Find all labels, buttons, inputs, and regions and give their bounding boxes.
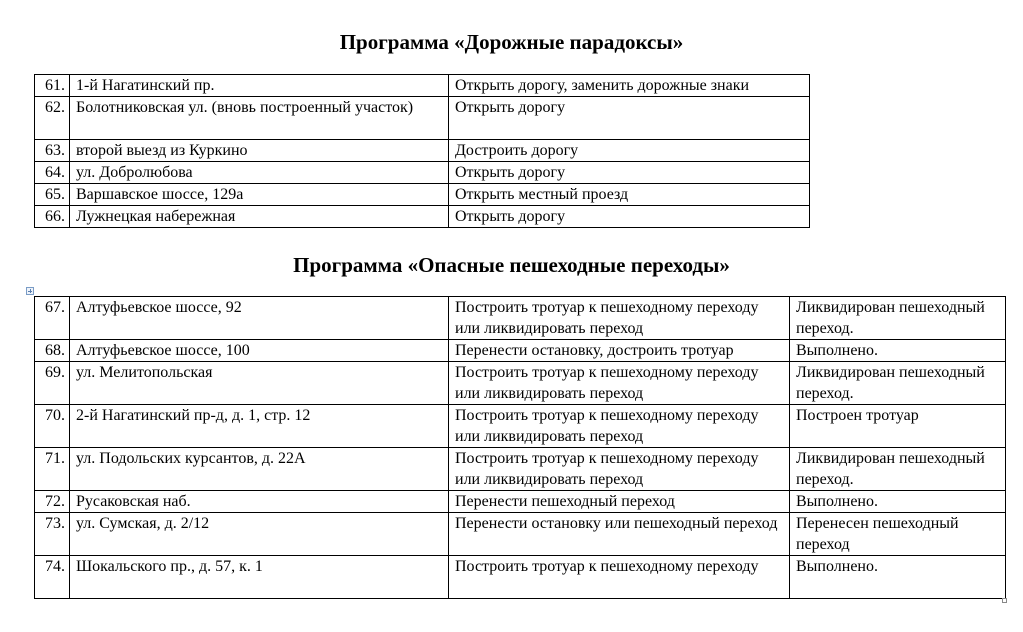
table-row xyxy=(35,297,1006,340)
action-cell: Перенести остановку или пешеходный переход xyxy=(449,513,790,556)
row-number: 66. xyxy=(35,206,70,228)
street-cell: Шокальского пр., д. 57, к. 1 xyxy=(70,556,449,599)
street-cell: Лужнецкая набережная xyxy=(70,206,449,228)
status-cell: Ликвидирован пешеходный переход. xyxy=(790,448,1006,491)
table-row xyxy=(35,405,1006,448)
row-number: 73. xyxy=(35,513,70,556)
row-number: 69. xyxy=(35,362,70,405)
action-cell: Построить тротуар к пешеходному переходу xyxy=(449,556,790,599)
status-cell: Выполнено. xyxy=(790,340,1006,362)
street-cell: Русаковская наб. xyxy=(70,491,449,513)
row-number: 67. xyxy=(35,297,70,340)
row-number: 61. xyxy=(35,75,70,97)
action-cell: Открыть дорогу xyxy=(449,206,810,228)
table-row xyxy=(35,140,810,162)
status-cell: Перенесен пешеходный переход xyxy=(790,513,1006,556)
row-number: 64. xyxy=(35,162,70,184)
row-number: 71. xyxy=(35,448,70,491)
action-cell: Открыть местный проезд xyxy=(449,184,810,206)
action-cell: Достроить дорогу xyxy=(449,140,810,162)
road-paradoxes-table xyxy=(34,74,810,228)
street-cell: ул. Добролюбова xyxy=(70,162,449,184)
row-number: 65. xyxy=(35,184,70,206)
dangerous-crossings-table xyxy=(34,296,1006,599)
street-cell: Алтуфьевское шоссе, 100 xyxy=(70,340,449,362)
action-cell: Перенести остановку, достроить тротуар xyxy=(449,340,790,362)
street-cell: второй выезд из Куркино xyxy=(70,140,449,162)
table-row xyxy=(35,362,1006,405)
street-cell: ул. Подольских курсантов, д. 22А xyxy=(70,448,449,491)
table-move-handle-icon[interactable] xyxy=(26,287,34,295)
table-row xyxy=(35,162,810,184)
street-cell: Варшавское шоссе, 129а xyxy=(70,184,449,206)
status-cell: Выполнено. xyxy=(790,556,1006,599)
row-number: 68. xyxy=(35,340,70,362)
row-number: 63. xyxy=(35,140,70,162)
section-title-road-paradoxes: Программа «Дорожные парадоксы» xyxy=(339,30,684,54)
table-row xyxy=(35,184,810,206)
table-resize-handle-icon[interactable] xyxy=(1002,598,1007,603)
street-cell: Болотниковская ул. (вновь построенный участок) xyxy=(70,97,449,140)
street-cell: ул. Мелитопольская xyxy=(70,362,449,405)
row-number: 62. xyxy=(35,97,70,140)
table-row xyxy=(35,513,1006,556)
action-cell: Перенести пешеходный переход xyxy=(449,491,790,513)
table-row xyxy=(35,556,1006,599)
street-cell: 1-й Нагатинский пр. xyxy=(70,75,449,97)
table-row xyxy=(35,206,810,228)
row-number: 74. xyxy=(35,556,70,599)
table-row xyxy=(35,491,1006,513)
section-title-dangerous-crossings: Программа «Опасные пешеходные переходы» xyxy=(293,253,730,277)
action-cell: Открыть дорогу xyxy=(449,162,810,184)
action-cell: Построить тротуар к пешеходному переходу или ликвидировать переход xyxy=(449,362,790,405)
street-cell: ул. Сумская, д. 2/12 xyxy=(70,513,449,556)
action-cell: Открыть дорогу, заменить дорожные знаки xyxy=(449,75,810,97)
status-cell: Выполнено. xyxy=(790,491,1006,513)
row-number: 72. xyxy=(35,491,70,513)
street-cell: 2-й Нагатинский пр-д, д. 1, стр. 12 xyxy=(70,405,449,448)
status-cell: Ликвидирован пешеходный переход. xyxy=(790,362,1006,405)
table-row xyxy=(35,448,1006,491)
street-cell: Алтуфьевское шоссе, 92 xyxy=(70,297,449,340)
action-cell: Открыть дорогу xyxy=(449,97,810,140)
action-cell: Построить тротуар к пешеходному переходу или ликвидировать переход xyxy=(449,448,790,491)
table-row xyxy=(35,75,810,97)
status-cell: Построен тротуар xyxy=(790,405,1006,448)
table-row xyxy=(35,340,1006,362)
action-cell: Построить тротуар к пешеходному переходу или ликвидировать переход xyxy=(449,297,790,340)
row-number: 70. xyxy=(35,405,70,448)
table-row xyxy=(35,97,810,140)
action-cell: Построить тротуар к пешеходному переходу или ликвидировать переход xyxy=(449,405,790,448)
status-cell: Ликвидирован пешеходный переход. xyxy=(790,297,1006,340)
